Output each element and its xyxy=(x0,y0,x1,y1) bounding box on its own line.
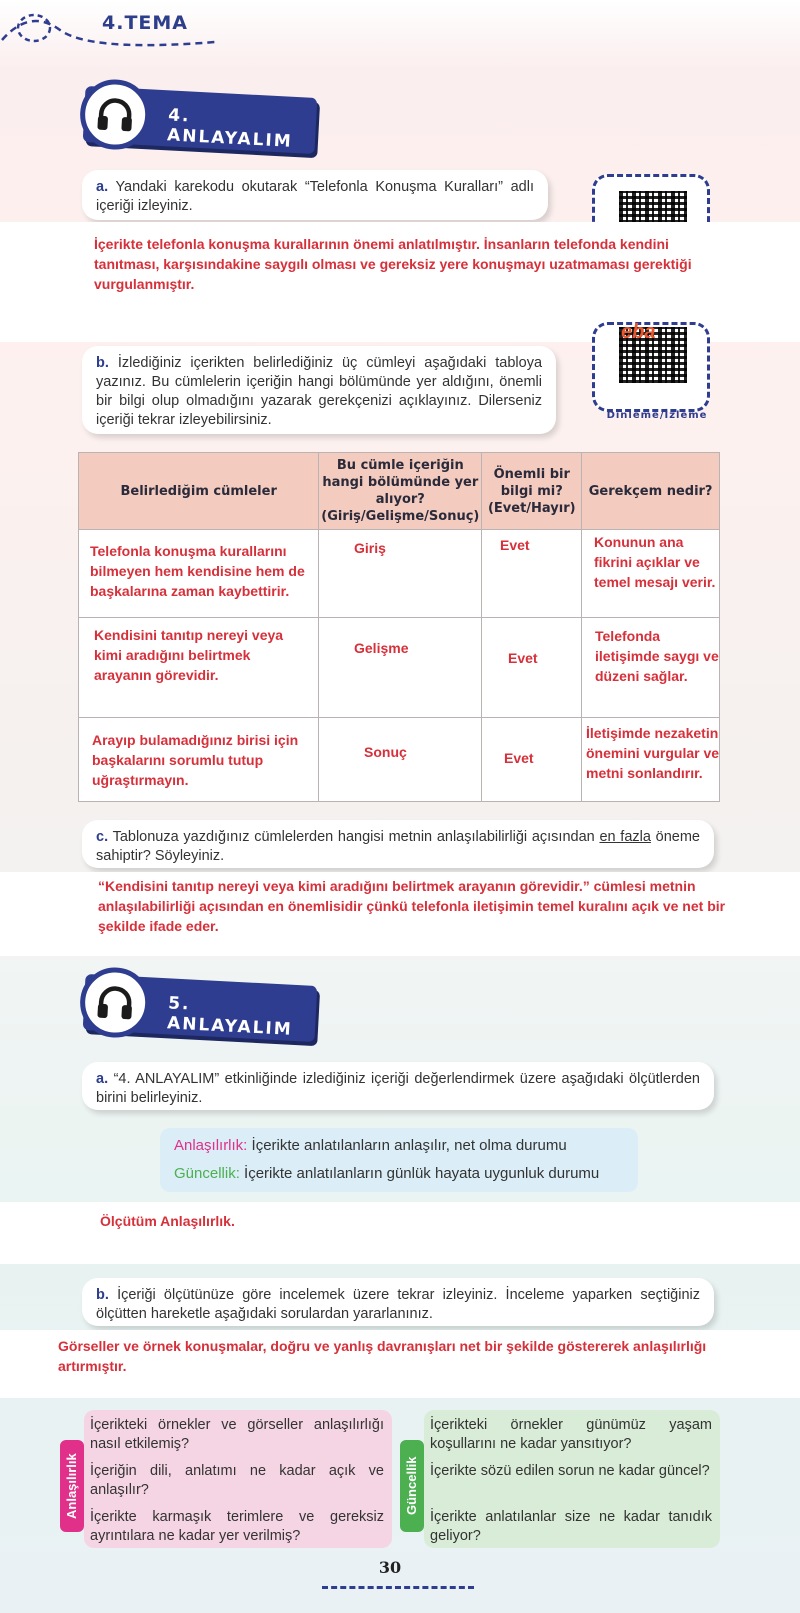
section-5-title: 5. ANLAYALIM xyxy=(166,993,294,1040)
table-header: Bu cümle içeriğin hangi bölümünde yer alıyor? (Giriş/Gelişme/Sonuç) xyxy=(319,453,482,530)
table-cell-important: Evet xyxy=(504,750,534,766)
question-5a: a. “4. ANLAYALIM” etkinliğinde izlediğiniz içeriği değerlendirmek üzere aşağıdaki ölçütlerden birini belirleyiniz. xyxy=(82,1062,714,1110)
criterion-guncellik: Güncellik: İçerikte anlatılanların günlük hayata uygunluk durumu xyxy=(174,1165,600,1182)
anlasilirlik-question: İçerikteki örnekler ve görseller anlaşılırlığı nasıl etkilemiş? xyxy=(90,1417,384,1452)
table-header: Gerekçem nedir? xyxy=(582,453,720,530)
answer-5a: Ölçütüm Anlaşılırlık. xyxy=(100,1213,235,1229)
question-5b: b. İçeriği ölçütünüze göre incelemek üzere tekrar izleyiniz. İnceleme yaparken seçtiğiniz ölçütten hareketle aşağıdaki sorulardan yararlanınız. xyxy=(82,1278,714,1326)
table-cell-sentence: Telefonla konuşma kurallarını bilmeyen hem kendisine hem de başkalarına zaman kaybettirir. xyxy=(90,543,305,599)
table-header: Önemli bir bilgi mi? (Evet/Hayır) xyxy=(482,453,582,530)
question-4c: c. Tablonuza yazdığınız cümlelerden hangisi metnin anlaşılabilirliği açısından en fazla öneme sahiptir? Söyleyiniz. xyxy=(82,820,714,868)
anlasilirlik-question: İçeriğin dili, anlatımı ne kadar açık ve anlaşılır? xyxy=(90,1463,384,1498)
table-cell-reason: Telefonda iletişimde saygı ve düzeni sağlar. xyxy=(595,628,719,684)
section-4-banner xyxy=(83,86,318,154)
guncellik-label: Güncellik xyxy=(400,1440,424,1532)
table-cell-section: Giriş xyxy=(354,540,386,556)
criterion-anlasilirlik: Anlaşılırlık: İçerikte anlatılanların anlaşılır, net olma durumu xyxy=(174,1137,567,1154)
section-5-banner xyxy=(83,974,318,1042)
table-cell-sentence: Arayıp bulamadığınız birisi için başkalarını sorumlu tutup uğraştırmayın. xyxy=(92,732,299,788)
answer-4c: “Kendisini tanıtıp nereyi veya kimi aradığını belirtmek arayanın görevidir.” cümlesi metnin anlaşılabilirliği açısından en önemlisidir çünkü telefonla iletişimin temel kuralını açık ve net bir şekilde ifade eder. xyxy=(98,878,726,934)
table-cell-reason: Konunun ana fikrini açıklar ve temel mesajı verir. xyxy=(594,534,716,590)
page-number: 30 xyxy=(378,1558,402,1577)
answer-4a: İçerikte telefonla konuşma kurallarının önemi anlatılmıştır. İnsanların telefonda kendini tanıtması, karşısındakine saygılı olması ve gereksiz yere konuşmayı uzatmaması gerektiği vurgulanmıştır. xyxy=(94,236,692,292)
eba-logo: eba xyxy=(621,321,656,343)
question-4b: b. İzlediğiniz içerikten belirlediğiniz üç cümleyi aşağıdaki tabloya yazınız. Bu cümlelerin içeriğin hangi bölümünde yer aldığını, önemli bir bilgi olup olmadığını yazarak gerekçenizi açıklayınız. Dilerseniz içeriği tekrar izleyebilirsiniz. xyxy=(82,346,556,434)
table-cell-section: Sonuç xyxy=(364,744,407,760)
guncellik-question: İçerikteki örnekler günümüz yaşam koşullarını ne kadar yansıtıyor? xyxy=(430,1417,712,1452)
guncellik-question: İçerikte sözü edilen sorun ne kadar güncel? xyxy=(430,1463,710,1479)
table-cell-reason: İletişimde nezaketin önemini vurgular ve metni sonlandırır. xyxy=(586,725,720,781)
footer-divider xyxy=(322,1586,474,1589)
table-cell-section: Gelişme xyxy=(354,640,409,656)
section-4-title: 4. ANLAYALIM xyxy=(166,105,294,152)
table-header: Belirlediğim cümleler xyxy=(79,453,319,530)
qr-caption: Dinleme/İzleme xyxy=(606,410,708,421)
question-4a: a. Yandaki karekodu okutarak “Telefonla Konuşma Kuralları” adlı içeriği izleyiniz. xyxy=(82,170,548,220)
headphones-icon xyxy=(78,78,152,152)
anlasilirlik-question: İçerikte karmaşık terimlere ve gereksiz ayrıntılara ne kadar yer verilmiş? xyxy=(90,1509,384,1544)
table-cell-sentence: Kendisini tanıtıp nereyi veya kimi aradığını belirtmek arayanın görevidir. xyxy=(94,627,284,683)
headphones-icon xyxy=(78,966,152,1040)
answer-5b: Görseller ve örnek konuşmalar, doğru ve yanlış davranışları net bir şekilde göstererek anlaşılırlığı artırmıştır. xyxy=(58,1338,707,1374)
guncellik-question: İçerikte anlatılanlar size ne kadar tanıdık geliyor? xyxy=(430,1509,712,1544)
qr-code-panel-2 xyxy=(592,322,710,412)
table-cell-important: Evet xyxy=(500,537,530,553)
theme-title: 4.TEMA xyxy=(102,12,188,34)
criteria-box xyxy=(160,1128,638,1192)
anlasilirlik-label: Anlaşılırlık xyxy=(60,1440,84,1532)
table-cell-important: Evet xyxy=(508,650,538,666)
